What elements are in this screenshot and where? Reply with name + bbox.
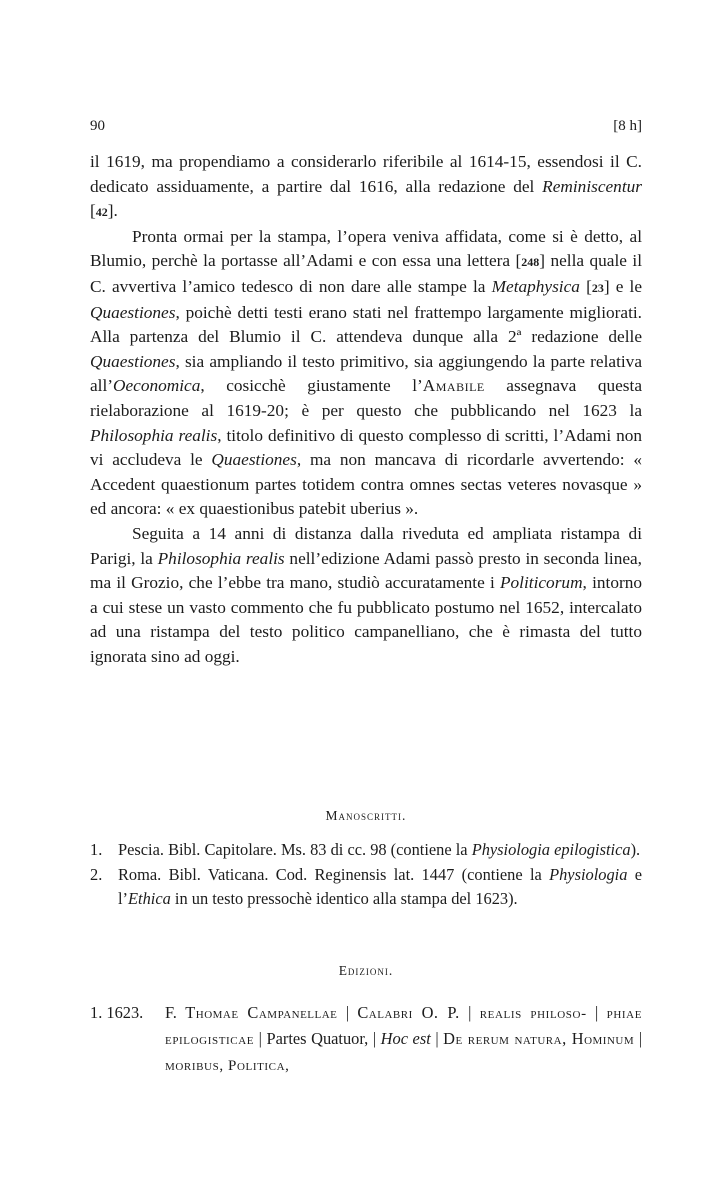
body-text [90, 150, 642, 669]
work-title: Physiologia [549, 864, 628, 884]
work-title: Metaphysica [491, 276, 580, 296]
work-title: Physiologia epilogistica [471, 840, 631, 859]
paragraph-3: Seguita a 14 anni di distanza dalla riveduta ed ampliata ristampa di Parigi, la Philosophia realis nell’edizione Adami passò presto in seconda linea, ma il Grozio, che l’ebbe tra mano, studiò accuratamente i Politicorum, intorno a cui stese un vasto commento che fu pubblicato postumo nel 1652, intercalato ad una ristampa del testo politico campanelliano, che è rimasta del tutto ignorata sino ad oggi. [90, 523, 642, 666]
editions-heading: Edizioni. [338, 963, 394, 978]
work-title: Quaestiones [90, 302, 176, 322]
paragraph-2: Pronta ormai per la stampa, l’opera veniva affidata, come si è detto, al Blumio, perchè la portasse all’Adami e con essa una lettera [248] nella quale il C. avvertiva l’amico tedesco di non dare alle stampe la Metaphysica [23] e le Quaestiones, poichè detti testi erano stati nel frattempo largamente migliorati. Alla partenza del Blumio il C. attendeva dunque alla 2ª redazione delle Quaestiones, sia ampliando il testo primitivo, sia aggiungendo la parte relativa all’Oeconomica, cosicchè giustamente l’Amabile assegnava questa rielaborazione al 1619-20; è per questo che pubblicando nel 1623 la Philosophia realis, titolo definitivo di questo complesso di scritti, l’Adami non vi accludeva le Quaestiones, ma non mancava di ricordarle avvertendo: « Accedent quaestionum partes totidem contra omnes sectas veteres novasque » ed ancora: « ex quaestionibus patebit uberius ». [90, 226, 643, 519]
work-title: Quaestiones [211, 450, 297, 470]
list-item: 1. Pescia. Bibl. Capitolare. Ms. 83 di cc. 98 (contiene la Physiologia epilogistica). [90, 838, 642, 862]
work-title: Philosophia realis [90, 425, 218, 445]
work-title: Quaestiones [90, 351, 176, 371]
work-title: Ethica [128, 888, 171, 908]
item-number: 2. [90, 864, 103, 884]
cross-reference: 248 [521, 255, 540, 270]
paragraph-1: il 1619, ma propendiamo a considerarlo riferibile al 1614-15, essendosi il C. dedicato assiduamente, a partire dal 1616, alla redazione del Reminiscentur [42]. [90, 152, 642, 221]
section-reference: [8 h] [613, 118, 642, 134]
manuscripts-heading: Manoscritti. [325, 808, 407, 823]
list-item: 1. 1623. F. Thomae Campanellae | Calabri O. P. | realis philoso- | phiae epilogisticae | Partes Quatuor, | Hoc est | De rerum natura, Hominum | moribus, Politica, [90, 1003, 643, 1074]
work-title: Philosophia realis [157, 548, 285, 568]
cross-reference: 42 [95, 205, 108, 220]
item-number: 1. [90, 840, 103, 859]
work-title: Oeconomica [113, 376, 201, 396]
work-title: Politicorum [499, 573, 583, 593]
author-name: Amabile [422, 376, 485, 396]
list-item: 2. Roma. Bibl. Vaticana. Cod. Reginensis lat. 1447 (contiene la Physiologia e l’Ethica in un testo pressochè identico alla stampa del 1623). [90, 864, 642, 908]
item-number: 1. 1623. [90, 1003, 144, 1022]
editions-list [90, 1001, 642, 1079]
work-title: Reminiscentur [542, 176, 642, 196]
manuscripts-list [90, 838, 642, 911]
page-number: 90 [90, 118, 105, 134]
cross-reference: 23 [591, 280, 604, 295]
running-head [90, 118, 642, 140]
